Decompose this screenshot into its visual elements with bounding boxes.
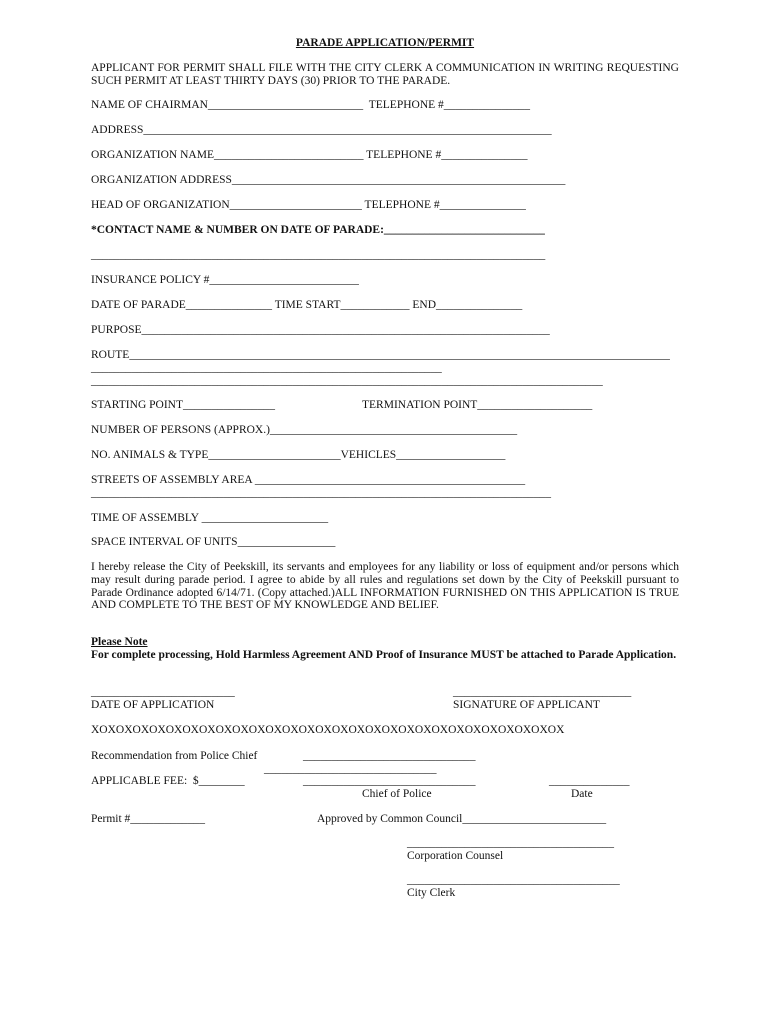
chief-signature-line[interactable]: ______________________________ bbox=[303, 775, 476, 787]
chief-date-line[interactable]: ______________ bbox=[549, 775, 630, 787]
space-interval-field[interactable]: SPACE INTERVAL OF UNITS_________________ bbox=[91, 536, 336, 548]
assembly-streets-line-2[interactable]: ________________________________________________________________________________ bbox=[91, 487, 551, 499]
police-recommendation-line[interactable]: ______________________________ bbox=[303, 750, 476, 762]
insurance-policy-field[interactable]: INSURANCE POLICY #__________________________ bbox=[91, 274, 359, 286]
organization-address-field[interactable]: ORGANIZATION ADDRESS__________________________________________________________ bbox=[91, 174, 566, 186]
applicable-fee-field[interactable]: APPLICABLE FEE: $________ bbox=[91, 775, 245, 787]
police-recommendation-label: Recommendation from Police Chief bbox=[91, 750, 258, 762]
signature-label: SIGNATURE OF APPLICANT bbox=[453, 699, 600, 711]
contact-continuation-line[interactable]: _______________________________________________________________________________ bbox=[91, 249, 546, 261]
signature-line[interactable]: _______________________________ bbox=[453, 686, 632, 698]
city-clerk-line[interactable]: _____________________________________ bbox=[407, 874, 620, 886]
corporation-counsel-line[interactable]: ____________________________________ bbox=[407, 837, 614, 849]
police-recommendation-line-2[interactable]: ______________________________ bbox=[264, 763, 437, 775]
council-approval-field[interactable]: Approved by Common Council_________________________ bbox=[317, 813, 607, 825]
date-of-parade-field[interactable]: DATE OF PARADE_______________ TIME START____________ END_______________ bbox=[91, 299, 523, 311]
organization-name-field[interactable]: ORGANIZATION NAME__________________________ TELEPHONE #_______________ bbox=[91, 149, 528, 161]
date-of-application-line[interactable]: _________________________ bbox=[91, 686, 235, 698]
route-line-2[interactable]: _____________________________________________________________ bbox=[91, 362, 442, 374]
starting-point-field[interactable]: STARTING POINT________________ bbox=[91, 399, 275, 411]
animals-vehicles-field[interactable]: NO. ANIMALS & TYPE_______________________VEHICLES___________________ bbox=[91, 449, 506, 461]
termination-point-field[interactable]: TERMINATION POINT____________________ bbox=[362, 399, 593, 411]
purpose-field[interactable]: PURPOSE_______________________________________________________________________ bbox=[91, 324, 550, 336]
route-field[interactable]: ROUTE______________________________________________________________________________________________ bbox=[91, 349, 670, 361]
assembly-streets-field[interactable]: STREETS OF ASSEMBLY AREA _______________________________________________ bbox=[91, 474, 526, 486]
chief-of-police-label: Chief of Police bbox=[362, 788, 432, 800]
time-of-assembly-field[interactable]: TIME OF ASSEMBLY ______________________ bbox=[91, 512, 329, 524]
contact-field[interactable]: *CONTACT NAME & NUMBER ON DATE OF PARADE:____________________________ bbox=[91, 224, 545, 236]
number-of-persons-field[interactable]: NUMBER OF PERSONS (APPROX.)___________________________________________ bbox=[91, 424, 518, 436]
permit-number-field[interactable]: Permit #_____________ bbox=[91, 813, 206, 825]
date-of-application-label: DATE OF APPLICATION bbox=[91, 699, 215, 711]
city-clerk-label: City Clerk bbox=[407, 887, 456, 899]
note-body: For complete processing, Hold Harmless Agreement AND Proof of Insurance MUST be attached to Parade Application. bbox=[91, 649, 677, 661]
chairman-field[interactable]: NAME OF CHAIRMAN___________________________ TELEPHONE #_______________ bbox=[91, 99, 531, 111]
chief-date-label: Date bbox=[571, 788, 593, 800]
form-title: PARADE APPLICATION/PERMIT bbox=[295, 37, 475, 49]
intro-paragraph: APPLICANT FOR PERMIT SHALL FILE WITH THE CITY CLERK A COMMUNICATION IN WRITING REQUESTING SUCH PERMIT AT LEAST THIRTY DAYS (30) PRIOR TO THE PARADE. bbox=[91, 62, 679, 87]
release-paragraph: I hereby release the City of Peekskill, its servants and employees for any liability or loss of equipment and/or persons which may result during parade period. I agree to abide by all rules and regulations set down by the City of Peekskill pursuant to Parade Ordinance adopted 6/14/71. (Copy attached.)ALL INFORMATION FURNISHED ON THIS APPLICATION IS TRUE AND COMPLETE TO THE BEST OF MY KNOWLEDGE AND BELIEF. bbox=[91, 561, 679, 612]
head-of-organization-field[interactable]: HEAD OF ORGANIZATION_______________________ TELEPHONE #_______________ bbox=[91, 199, 526, 211]
address-field[interactable]: ADDRESS_______________________________________________________________________ bbox=[91, 124, 552, 136]
route-line-3[interactable]: _________________________________________________________________________________________ bbox=[91, 375, 603, 387]
corporation-counsel-label: Corporation Counsel bbox=[407, 850, 504, 862]
note-heading: Please Note bbox=[91, 636, 148, 648]
section-separator: XOXOXOXOXOXOXOXOXOXOXOXOXOXOXOXOXOXOXOXOXOXOXOXOXOXOXOXOX bbox=[91, 724, 565, 736]
